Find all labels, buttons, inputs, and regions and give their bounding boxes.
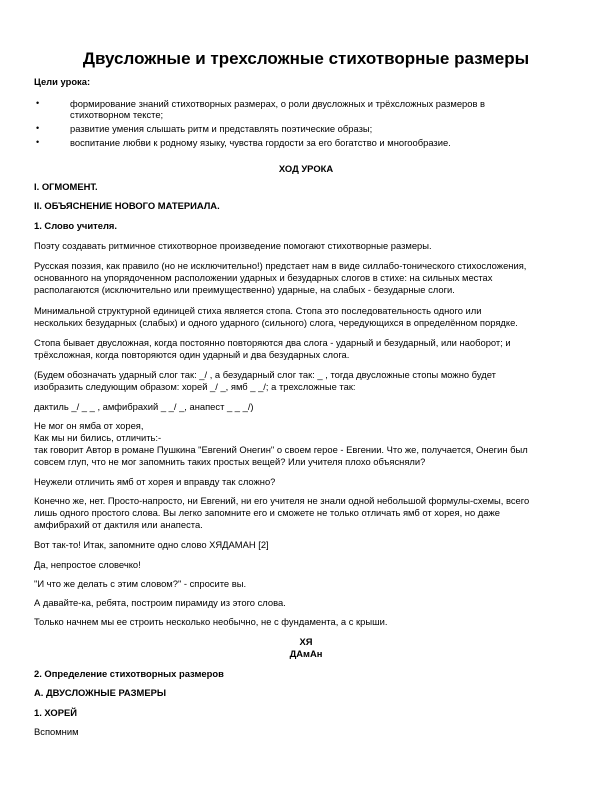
subsection-heading: 2. Определение стихотворных размеров <box>34 668 224 679</box>
paragraph: Неужели отличить ямб от хорея и вправду так сложно? <box>34 476 276 487</box>
paragraph-line: изобразить следующим образом: хорей _/ _, ямб _ _/; а трехсложные так: <box>34 381 356 392</box>
bullet-icon: • <box>36 98 40 108</box>
page-title: Двусложные и трехсложные стихотворные размеры <box>82 49 530 68</box>
lesson-heading: ХОД УРОКА <box>278 163 334 174</box>
section-heading: II. ОБЪЯСНЕНИЕ НОВОГО МАТЕРИАЛА. <box>34 200 220 211</box>
section-heading: I. ОГМОМЕНТ. <box>34 181 98 192</box>
paragraph-line: Стопа бывает двусложная, когда постоянно повторяются два слога - ударный и безударный, или наоборот; и <box>34 337 511 348</box>
paragraph-line: трёхсложная, когда повторяются один ударный и два безударных слога. <box>34 349 350 360</box>
paragraph-line: Русская поэзия, как правило (но не исключительно!) предстает нам в виде силлабо-тонического стихосложения, <box>34 260 527 271</box>
paragraph-line: Минимальной структурной единицей стиха является стопа. Стопа это последовательность одного или <box>34 305 482 316</box>
quote-line: Не мог он ямба от хорея, <box>34 420 144 431</box>
paragraph-line: располагаются (исключительно или преимущественно) ударные, на слабых - безударные слоги. <box>34 284 455 295</box>
paragraph: дактиль _/ _ _ , амфибрахий _ _/ _, анапест _ _ _/) <box>34 401 254 412</box>
paragraph: Вот так-то! Итак, запомните одно слово ХЯДАМАН [2] <box>34 539 269 550</box>
goals-heading: Цели урока: <box>34 76 91 87</box>
paragraph-line: (Будем обозначать ударный слог так: _/ , а безударный слог так: _ , тогда двусложные стопы можно будет <box>34 369 496 380</box>
pyramid-row: ДАмАн <box>289 648 323 659</box>
paragraph-line: совсем глуп, что не мог запомнить таких простых вещей? Или учителя плохо объясняли? <box>34 456 426 467</box>
subsection-heading: 1. Слово учителя. <box>34 220 117 231</box>
pyramid-top: ХЯ <box>299 636 313 647</box>
paragraph-line: основанного на упорядоченном расположении ударных и безударных слогов в стихе: на сильных местах <box>34 272 493 283</box>
section-heading: А. ДВУСЛОЖНЫЕ РАЗМЕРЫ <box>34 687 167 698</box>
paragraph: А давайте-ка, ребята, построим пирамиду из этого слова. <box>34 597 286 608</box>
goal-item: развитие умения слышать ритм и представлять поэтические образы; <box>70 123 373 134</box>
goal-item: воспитание любви к родному языку, чувства гордости за его богатство и многообразие. <box>70 137 451 148</box>
bullet-icon: • <box>36 123 40 133</box>
paragraph-line: нескольких безударных (слабых) и одного ударного (сильного) слога, чередующихся в определённом порядке. <box>34 317 518 328</box>
quote-line: Как мы ни бились, отличить:- <box>34 432 162 443</box>
bullet-icon: • <box>36 137 40 147</box>
paragraph-line: Конечно же, нет. Просто-напросто, ни Евгений, ни его учителя не знали одной небольшой формулы-схемы, всего <box>34 495 530 506</box>
goal-item-cont: стихотворном тексте; <box>70 109 164 120</box>
paragraph-line: амфибрахий от дактиля или анапеста. <box>34 519 203 530</box>
paragraph: "И что же делать с этим словом?" - спросите вы. <box>34 578 247 589</box>
paragraph: Поэту создавать ритмичное стихотворное произведение помогают стихотворные размеры. <box>34 240 432 251</box>
subsection-heading: 1. ХОРЕЙ <box>34 707 77 718</box>
paragraph: Вспомним <box>34 726 79 737</box>
paragraph: Да, непростое словечко! <box>34 559 141 570</box>
goal-item: формирование знаний стихотворных размерах, о роли двусложных и трёхсложных размеров в <box>70 98 486 109</box>
paragraph-line: лишь одного простого слова. Вы легко запомните его и сможете не только отличать ямб от хорея, но даже <box>34 507 500 518</box>
paragraph-line: так говорит Автор в романе Пушкина "Евгений Онегин" о своем герое - Евгении. Что же, получается, Онегин был <box>34 444 528 455</box>
paragraph: Только начнем мы ее строить несколько необычно, не с фундамента, а с крыши. <box>34 616 388 627</box>
